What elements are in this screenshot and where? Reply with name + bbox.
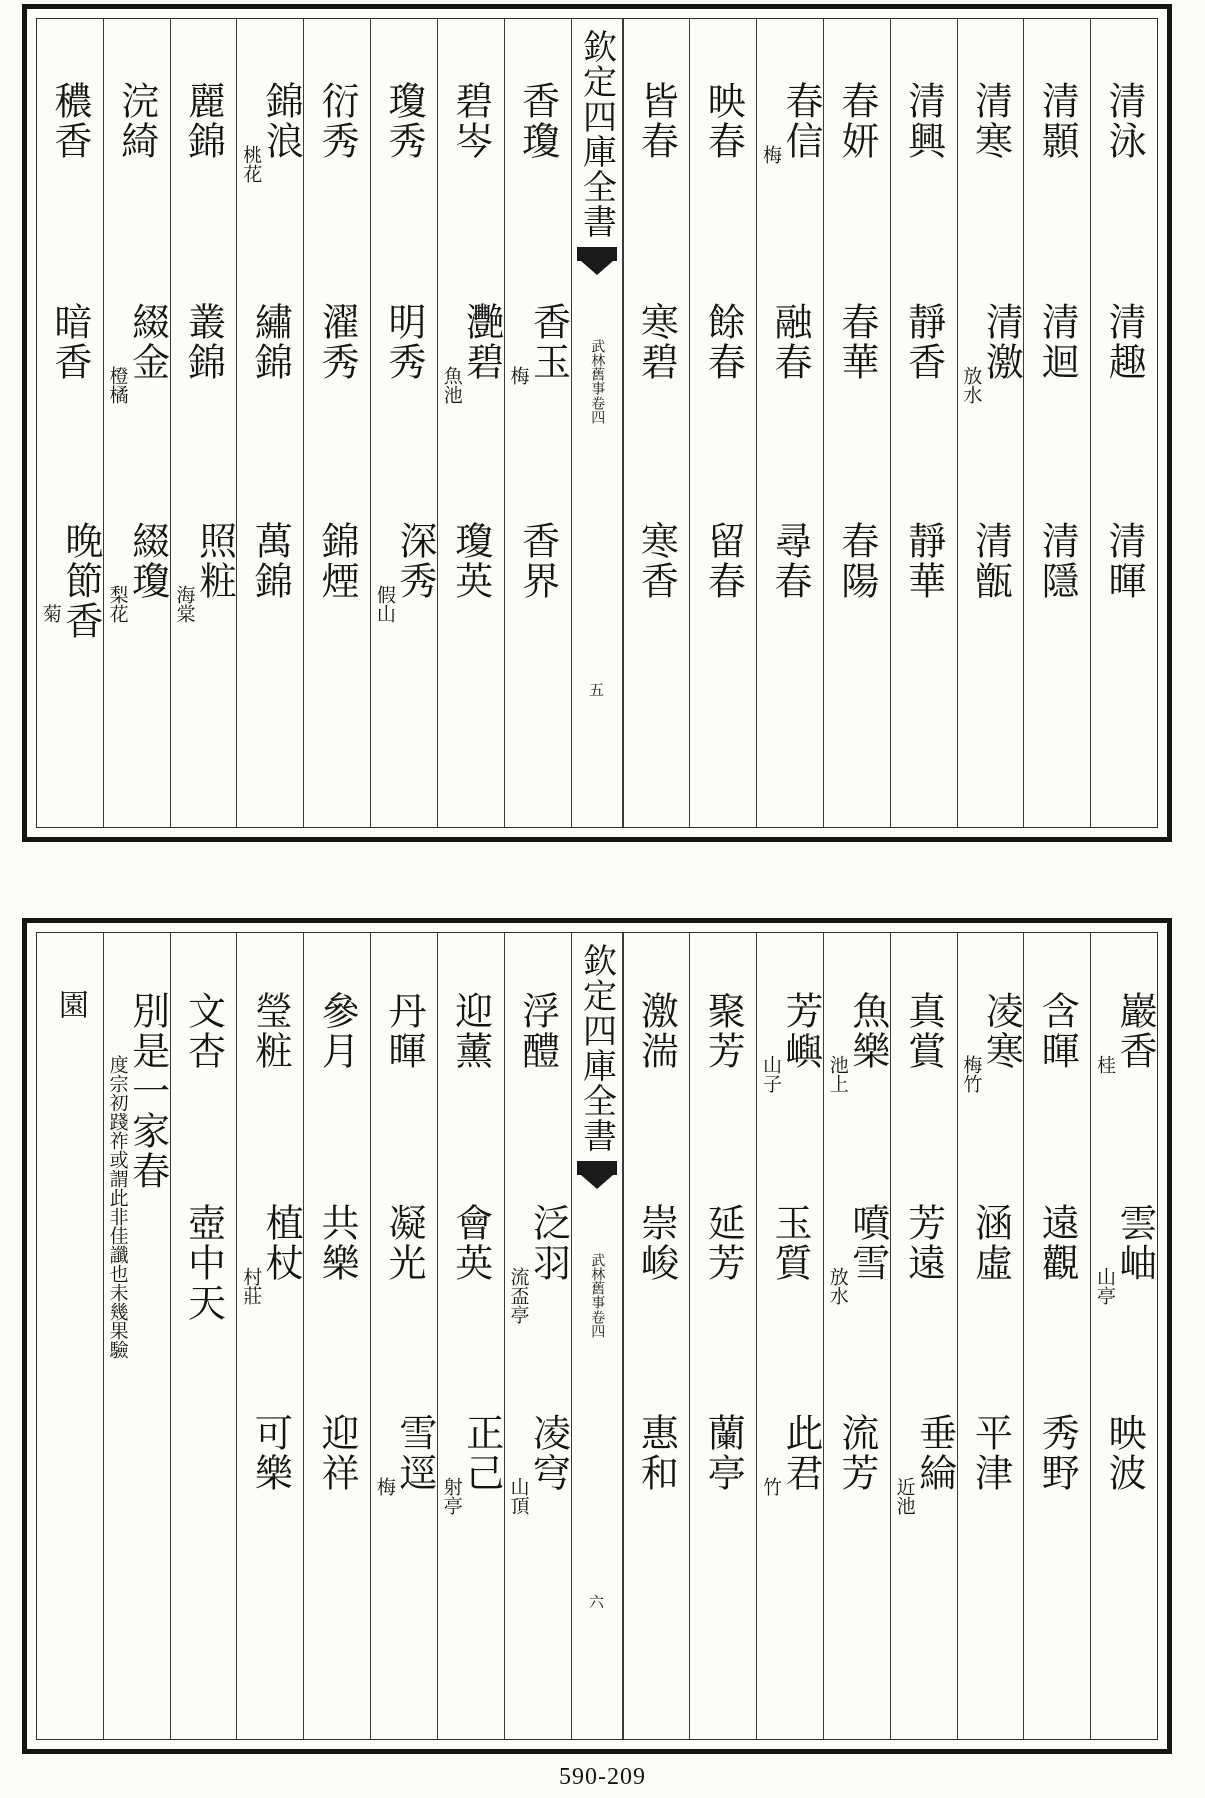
pavilion-entry (624, 81, 690, 161)
pavilion-entry (438, 1203, 504, 1283)
pavilion-entry (1024, 991, 1090, 1071)
pavilion-entry (757, 1413, 823, 1496)
pavilion-entry (824, 521, 890, 601)
pavilion-entry (824, 1203, 890, 1305)
entry-name: 暗香 (47, 302, 92, 382)
pavilion-entry (438, 81, 504, 161)
pavilion-entry (438, 991, 504, 1071)
pavilion-entry (505, 1413, 571, 1515)
entry-name: 寒香 (634, 521, 679, 601)
pavilion-entry (371, 1203, 437, 1283)
entry-name: 衍秀 (315, 81, 360, 161)
entry-name: 灧碧 (459, 302, 504, 382)
entry-name: 錦浪 (259, 81, 304, 161)
entry-name: 香瓊 (515, 81, 560, 161)
entry-name: 浣綺 (114, 81, 159, 161)
margin-label: 園 (52, 989, 88, 1019)
spine-page-number: 五 (587, 682, 605, 697)
pavilion-entry (1024, 302, 1090, 382)
entry-name: 芳嶼 (778, 991, 823, 1071)
entry-name: 靜華 (901, 521, 946, 601)
entry-annotation: 菊 (39, 603, 62, 623)
pavilion-entry (237, 1413, 303, 1493)
entry-name: 清暉 (1102, 521, 1147, 601)
entry-name: 浮醴 (515, 991, 560, 1071)
entry-name: 清迴 (1035, 302, 1080, 382)
entry-name: 迎薰 (448, 991, 493, 1071)
entry-name: 惠和 (634, 1413, 679, 1493)
entry-name: 春華 (834, 302, 879, 382)
entry-name: 穠香 (47, 81, 92, 161)
pavilion-entry (891, 521, 957, 601)
pavilion-entry (505, 81, 571, 161)
entry-name: 春妍 (834, 81, 879, 161)
entry-name: 靜香 (901, 302, 946, 382)
entry-name: 清隱 (1035, 521, 1080, 601)
spine-subtitle-group (589, 339, 604, 424)
pavilion-entry (1024, 1413, 1090, 1493)
pavilion-entry (958, 1413, 1024, 1493)
pavilion-entry (824, 991, 890, 1093)
pavilion-entry (690, 302, 756, 382)
spine-volume: 卷四 (589, 1310, 606, 1338)
entry-name: 留春 (701, 521, 746, 601)
entry-annotation: 射亭 (440, 1477, 463, 1515)
entry-name: 凌寒 (979, 991, 1024, 1071)
pavilion-entry (505, 991, 571, 1071)
entry-annotation: 魚池 (440, 366, 463, 404)
text-column (170, 19, 237, 827)
pavilion-entry (505, 521, 571, 601)
pavilion-entry (958, 81, 1024, 161)
entry-annotation: 梅 (373, 1477, 396, 1496)
text-column (823, 19, 890, 827)
text-column (103, 19, 170, 827)
pavilion-entry (304, 1203, 370, 1283)
pavilion-entry (757, 521, 823, 601)
entry-name: 映波 (1102, 1413, 1147, 1493)
entry-name: 明秀 (381, 302, 426, 382)
entry-name: 芳遠 (901, 1203, 946, 1283)
entry-name: 碧岑 (448, 81, 493, 161)
entry-name: 清甑 (968, 521, 1013, 601)
pavilion-entry (624, 302, 690, 382)
pavilion-entry (958, 991, 1024, 1093)
text-column (1090, 933, 1157, 1739)
spine-book-title: 武林舊事 (589, 339, 606, 395)
text-column (504, 933, 571, 1739)
text-column (236, 19, 303, 827)
entry-name: 映春 (701, 81, 746, 161)
pavilion-entry (171, 1203, 237, 1323)
entry-name: 遠觀 (1035, 1203, 1080, 1283)
entry-name: 激湍 (634, 991, 679, 1071)
entry-name: 清趣 (1102, 302, 1147, 382)
entry-name: 春陽 (834, 521, 879, 601)
pavilion-entry (304, 81, 370, 161)
pavilion-entry (37, 521, 103, 641)
entry-name: 植杖 (259, 1203, 304, 1283)
pavilion-entry (304, 521, 370, 601)
entry-annotation: 假山 (373, 585, 396, 623)
lower-page-columns (36, 932, 1158, 1740)
entry-name: 瓊秀 (381, 81, 426, 161)
text-column (890, 19, 957, 827)
pavilion-entry (371, 521, 437, 623)
entry-annotation: 梨花 (106, 585, 129, 623)
entry-name: 文杏 (181, 991, 226, 1071)
pavilion-entry (171, 302, 237, 382)
pavilion-entry (757, 991, 823, 1093)
pavilion-entry (824, 81, 890, 161)
pavilion-entry (438, 302, 504, 404)
entry-name: 參月 (315, 991, 360, 1071)
entry-name: 蘭亭 (701, 1413, 746, 1493)
pavilion-entry (891, 1413, 957, 1515)
pavilion-entry (958, 302, 1024, 404)
entry-name: 共樂 (315, 1203, 360, 1283)
text-column (890, 933, 957, 1739)
entry-annotation: 流盃亭 (507, 1267, 530, 1324)
pavilion-entry (171, 81, 237, 161)
text-column (957, 933, 1024, 1739)
entry-name: 魚樂 (845, 991, 890, 1071)
pavilion-entry (624, 991, 690, 1071)
fishtail-mark (577, 247, 617, 279)
pavilion-entry (371, 1413, 437, 1496)
spine-title: 欽定四庫全書 (576, 943, 617, 1153)
pavilion-entry (1024, 81, 1090, 161)
entry-annotation: 山亭 (1094, 1267, 1117, 1305)
text-column (303, 933, 370, 1739)
text-column (37, 933, 103, 1739)
entry-name: 平津 (968, 1413, 1013, 1493)
entry-name: 照粧 (192, 521, 237, 601)
entry-name: 麗錦 (181, 81, 226, 161)
pavilion-entry (505, 302, 571, 385)
pavilion-entry (237, 991, 303, 1071)
entry-name: 瓊英 (448, 521, 493, 601)
pavilion-entry (690, 521, 756, 601)
entry-name: 凌穹 (526, 1413, 571, 1493)
entry-name: 香玉 (526, 302, 571, 382)
entry-name: 晚節香 (58, 521, 103, 641)
pavilion-entry (304, 302, 370, 382)
text-column (236, 933, 303, 1739)
spine-page-number: 六 (587, 1594, 605, 1609)
entry-annotation: 山子 (759, 1055, 782, 1093)
entry-annotation: 梅竹 (960, 1055, 983, 1093)
entry-name: 可樂 (248, 1413, 293, 1493)
text-column (370, 933, 437, 1739)
pavilion-entry (891, 81, 957, 161)
entry-name: 巖香 (1113, 991, 1157, 1071)
entry-name: 錦煙 (315, 521, 360, 601)
pavilion-entry (1091, 1203, 1157, 1305)
entry-annotation: 梅 (507, 366, 530, 385)
entry-name: 深秀 (392, 521, 437, 601)
entry-name: 叢錦 (181, 302, 226, 382)
entry-name: 香界 (515, 521, 560, 601)
entry-name: 清泳 (1102, 81, 1147, 161)
center-spine (571, 933, 623, 1739)
entry-name: 別是一家春 (125, 991, 170, 1191)
text-column (756, 933, 823, 1739)
text-column (1090, 19, 1157, 827)
entry-name: 清寒 (968, 81, 1013, 161)
text-column (170, 933, 237, 1739)
pavilion-entry (624, 1413, 690, 1493)
text-column (370, 19, 437, 827)
pavilion-entry (891, 1203, 957, 1283)
pavilion-entry (824, 1413, 890, 1493)
pavilion-entry (304, 1413, 370, 1493)
pavilion-entry (371, 991, 437, 1071)
text-column (623, 19, 690, 827)
pavilion-entry (1091, 302, 1157, 382)
pavilion-entry (958, 1203, 1024, 1283)
pavilion-entry (690, 1413, 756, 1493)
pavilion-entry (824, 302, 890, 382)
pavilion-entry (757, 302, 823, 382)
pavilion-entry (757, 1203, 823, 1283)
entry-name: 泛羽 (526, 1203, 571, 1283)
entry-name: 延芳 (701, 1203, 746, 1283)
entry-name: 正己 (459, 1413, 504, 1493)
pavilion-entry (1024, 521, 1090, 601)
pavilion-entry (891, 991, 957, 1071)
pavilion-entry (624, 1203, 690, 1283)
pavilion-entry (37, 302, 103, 382)
pavilion-entry (371, 81, 437, 161)
entry-name: 皆春 (634, 81, 679, 161)
entry-name: 雪逕 (392, 1413, 437, 1493)
spine-title: 欽定四庫全書 (576, 29, 617, 239)
text-column (437, 933, 504, 1739)
pavilion-entry (104, 81, 170, 161)
pavilion-entry (690, 1203, 756, 1283)
entry-name: 秀野 (1035, 1413, 1080, 1493)
upper-page (22, 4, 1172, 842)
entry-name: 繡錦 (248, 302, 293, 382)
entry-annotation: 度宗初踐祚或謂此非佳讖也未幾果驗 (106, 1055, 129, 1359)
entry-name: 綴瓊 (125, 521, 170, 601)
entry-name: 迎祥 (315, 1413, 360, 1493)
entry-annotation: 近池 (893, 1477, 916, 1515)
text-column (623, 933, 690, 1739)
pavilion-entry (104, 302, 170, 404)
text-column (303, 19, 370, 827)
entry-name: 流芳 (834, 1413, 879, 1493)
entry-name: 會英 (448, 1203, 493, 1283)
entry-annotation: 海棠 (173, 585, 196, 623)
text-column (37, 19, 103, 827)
entry-name: 清顥 (1035, 81, 1080, 161)
entry-annotation: 村莊 (240, 1267, 263, 1305)
pavilion-entry (438, 1413, 504, 1515)
spine-volume: 卷四 (589, 396, 606, 424)
entry-annotation: 放水 (960, 366, 983, 404)
pavilion-entry (1091, 81, 1157, 161)
pavilion-entry (624, 521, 690, 601)
entry-name: 融春 (768, 302, 813, 382)
text-column (957, 19, 1024, 827)
entry-annotation: 竹 (759, 1477, 782, 1496)
pavilion-entry (37, 81, 103, 161)
pavilion-entry (690, 81, 756, 161)
entry-name: 寒碧 (634, 302, 679, 382)
entry-annotation: 梅 (759, 145, 782, 164)
pavilion-entry (171, 991, 237, 1071)
pavilion-entry (237, 1203, 303, 1305)
text-column (1023, 19, 1090, 827)
text-column (103, 933, 170, 1739)
entry-annotation: 桃花 (240, 145, 263, 183)
entry-name: 玉質 (768, 1203, 813, 1283)
entry-name: 噴雪 (845, 1203, 890, 1283)
entry-annotation: 放水 (826, 1267, 849, 1305)
text-column (504, 19, 571, 827)
entry-name: 瑩粧 (248, 991, 293, 1071)
entry-name: 清興 (901, 81, 946, 161)
pavilion-entry (891, 302, 957, 382)
entry-name: 萬錦 (248, 521, 293, 601)
entry-name: 聚芳 (701, 991, 746, 1071)
spine-book-title: 武林舊事 (589, 1253, 606, 1309)
pavilion-entry (505, 1203, 571, 1324)
pavilion-entry (237, 521, 303, 601)
text-column (437, 19, 504, 827)
entry-name: 濯秀 (315, 302, 360, 382)
text-column (689, 933, 756, 1739)
text-column (1023, 933, 1090, 1739)
entry-name: 尋春 (768, 521, 813, 601)
pavilion-entry (171, 521, 237, 623)
text-column (823, 933, 890, 1739)
center-spine (571, 19, 623, 827)
entry-name: 凝光 (381, 1203, 426, 1283)
pavilion-entry (104, 521, 170, 623)
text-column (756, 19, 823, 827)
entry-annotation: 桂 (1094, 1055, 1117, 1074)
pavilion-entry (304, 991, 370, 1071)
entry-annotation: 山頂 (507, 1477, 530, 1515)
entry-name: 涵虛 (968, 1203, 1013, 1283)
entry-name: 春信 (778, 81, 823, 161)
entry-name: 壺中天 (181, 1203, 226, 1323)
pavilion-entry (757, 81, 823, 164)
pavilion-entry (104, 991, 170, 1359)
sheet-number: 590-209 (559, 1764, 646, 1790)
pavilion-entry (371, 302, 437, 382)
pavilion-entry (1024, 1203, 1090, 1283)
entry-name: 丹暉 (381, 991, 426, 1071)
entry-annotation: 橙橘 (106, 366, 129, 404)
text-column (689, 19, 756, 827)
pavilion-entry (1091, 1413, 1157, 1493)
pavilion-entry (1091, 991, 1157, 1074)
pavilion-entry (438, 521, 504, 601)
pavilion-entry (958, 521, 1024, 601)
entry-name: 真賞 (901, 991, 946, 1071)
spine-subtitle-group (589, 1253, 604, 1338)
entry-name: 雲岫 (1113, 1203, 1157, 1283)
entry-name: 含暉 (1035, 991, 1080, 1071)
entry-name: 崇峻 (634, 1203, 679, 1283)
entry-name: 綴金 (125, 302, 170, 382)
pavilion-entry (1091, 521, 1157, 601)
fishtail-mark (577, 1161, 617, 1193)
entry-name: 清激 (979, 302, 1024, 382)
entry-name: 此君 (778, 1413, 823, 1493)
pavilion-entry (237, 81, 303, 183)
pavilion-entry (690, 991, 756, 1071)
entry-annotation: 池上 (826, 1055, 849, 1093)
entry-name: 餘春 (701, 302, 746, 382)
pavilion-entry (237, 302, 303, 382)
lower-page (22, 918, 1172, 1754)
entry-name: 垂綸 (912, 1413, 957, 1493)
upper-page-columns (36, 18, 1158, 828)
